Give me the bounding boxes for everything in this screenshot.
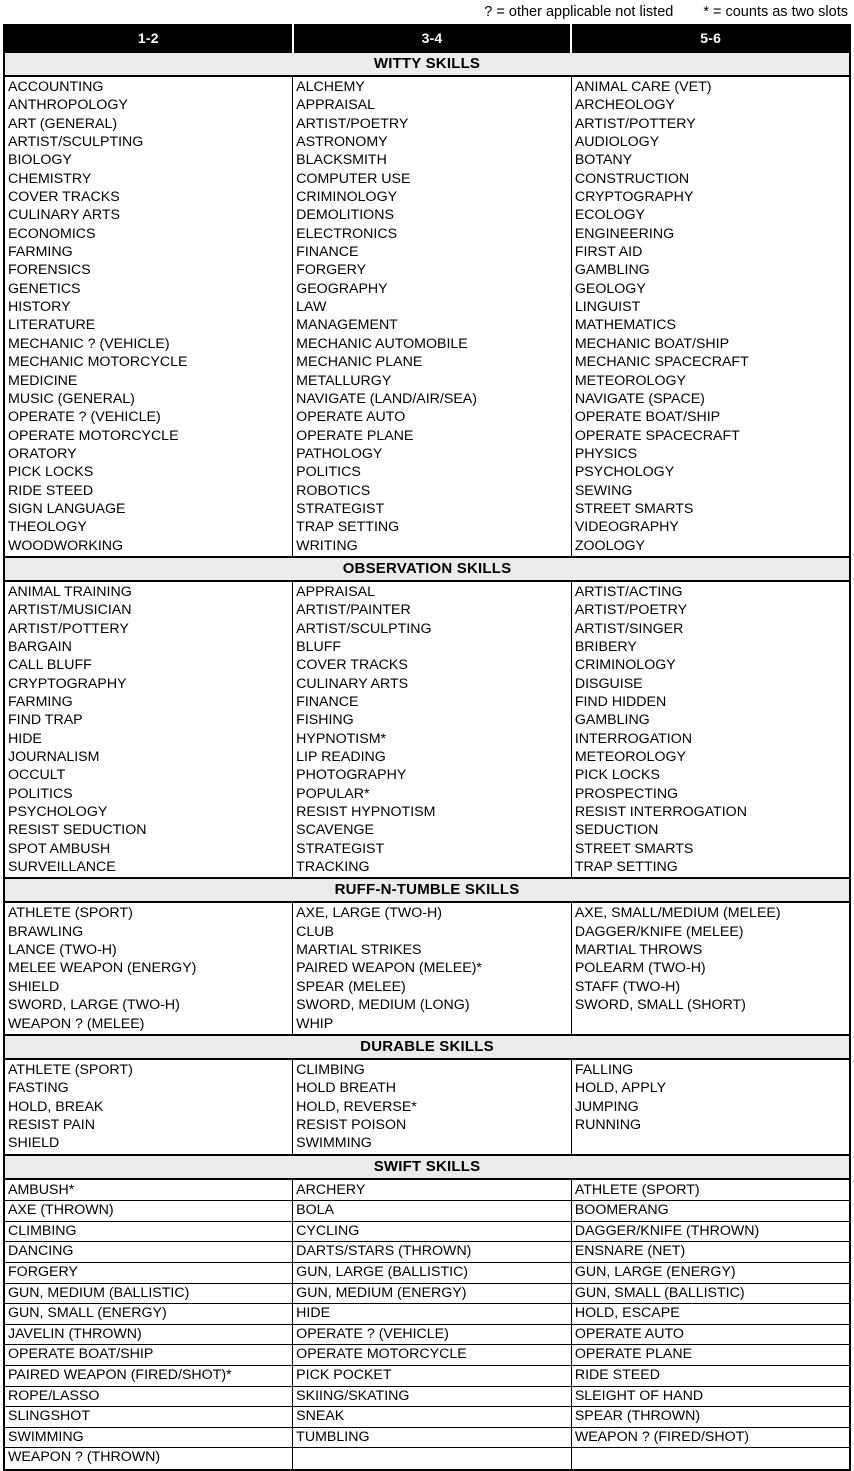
skill-cell: POLITICS [293,463,572,481]
skill-cell: SWORD, MEDIUM (LONG) [293,996,572,1014]
table-row [4,482,850,500]
skill-cell: CRYPTOGRAPHY [574,189,694,206]
section-header-group [4,1155,850,1179]
skill-cell: PHOTOGRAPHY [293,766,572,784]
skill-cell: OPERATE SPACECRAFT [574,427,740,444]
skill-cell: FORGERY [293,261,572,279]
skill-cell: ROBOTICS [293,482,572,500]
skill-cell: GEOLOGY [574,280,646,297]
skill-cell: SHIELD [4,1134,293,1154]
skill-cell: FASTING [4,1079,293,1097]
skill-cell: AUDIOLOGY [574,134,660,151]
skill-cell: METALLURGY [293,372,572,390]
table-row [4,959,850,977]
skill-cell: LITERATURE [4,316,293,334]
table-row [4,76,850,96]
skill-cell: OCCULT [4,766,293,784]
skill-cell: INTERROGATION [574,730,693,747]
skill-cell: GUN, SMALL (BALLISTIC) [571,1283,850,1304]
table-row [4,620,850,638]
skill-cell: SNEAK [293,1407,572,1428]
skill-cell: ARTIST/ACTING [574,583,683,600]
skill-cell: ATHLETE (SPORT) [4,1059,293,1079]
skill-cell: CLUB [293,923,572,941]
skill-cell: COVER TRACKS [4,188,293,206]
skill-cell: SLEIGHT OF HAND [571,1386,850,1407]
skill-cell: MARTIAL THROWS [574,942,703,959]
skill-cell: ROPE/LASSO [4,1386,293,1407]
skill-cell: GENETICS [4,280,293,298]
skill-cell: HIDE [293,1304,572,1325]
skill-cell: SWORD, SMALL (SHORT) [574,997,746,1014]
table-row [4,280,850,298]
skill-cell: BLACKSMITH [293,151,572,169]
skill-cell: FINANCE [293,693,572,711]
table-row [4,978,850,996]
table-row [4,463,850,481]
section-rows-4 [4,1179,850,1470]
skill-cell: ARTIST/MUSICIAN [4,601,293,619]
skill-cell: MECHANIC MOTORCYCLE [4,353,293,371]
skill-cell: CALL BLUFF [4,656,293,674]
skill-cell: DEMOLITIONS [293,206,572,224]
skill-cell: APPRAISAL [293,581,572,601]
skill-cell: SKIING/SKATING [293,1386,572,1407]
skill-cell: MATHEMATICS [574,317,676,334]
skill-cell: HOLD, BREAK [4,1098,293,1116]
table-row [4,711,850,729]
skill-cell: FORENSICS [4,261,293,279]
skill-cell: WEAPON ? (MELEE) [4,1015,293,1035]
skill-cell: HOLD BREATH [293,1079,572,1097]
section-header-group [4,52,850,76]
skill-cell: SPOT AMBUSH [4,840,293,858]
table-row [4,730,850,748]
dice-range-1-2: 1-2 [4,25,293,52]
skill-cell: FISHING [293,711,572,729]
skill-cell: WEAPON ? (FIRED/SHOT) [571,1427,850,1448]
skill-cell: LANCE (TWO-H) [4,941,293,959]
table-row [4,766,850,784]
skill-cell: ORATORY [4,445,293,463]
table-row [4,115,850,133]
skill-cell: ELECTRONICS [293,225,572,243]
skill-cell: NAVIGATE (LAND/AIR/SEA) [293,390,572,408]
skill-cell: SWIMMING [293,1134,572,1154]
skill-cell: BOTANY [574,152,633,169]
legend-question-mark: ? = other applicable not listed [484,3,674,20]
skill-cell: GUN, MEDIUM (ENERGY) [293,1283,572,1304]
skill-cell: TRAP SETTING [293,518,572,536]
skill-cell: RESIST INTERROGATION [574,804,747,821]
skill-cell: ARTIST/POETRY [293,115,572,133]
skill-cell: OPERATE BOAT/SHIP [4,1345,293,1366]
table-row [4,1407,850,1428]
skill-cell: ARCHERY [293,1179,572,1201]
skill-cell: MECHANIC PLANE [293,353,572,371]
table-row [4,1116,850,1134]
skill-cell: MECHANIC SPACECRAFT [574,354,749,371]
table-row [4,1179,850,1201]
skill-cell: SPEAR (MELEE) [293,978,572,996]
table-row [4,693,850,711]
skill-cell: AXE, SMALL/MEDIUM (MELEE) [574,905,781,922]
table-row [4,1283,850,1304]
skill-cell: DARTS/STARS (THROWN) [293,1242,572,1263]
section-rows-2 [4,902,850,1034]
skill-cell: ZOOLOGY [574,537,645,554]
skill-cell: DANCING [4,1242,293,1263]
skill-cell: MARTIAL STRIKES [293,941,572,959]
skill-cell: OPERATE BOAT/SHIP [574,409,721,426]
table-row [4,316,850,334]
table-row [4,372,850,390]
skill-cell: ARTIST/PAINTER [293,601,572,619]
skill-cell: RESIST SEDUCTION [4,821,293,839]
table-row [4,1448,850,1470]
skill-cell: SWORD, LARGE (TWO-H) [4,996,293,1014]
section-rows-3 [4,1059,850,1155]
section-rows-1 [4,581,850,879]
skill-cell: BOOMERANG [571,1201,850,1222]
skill-cell: JAVELIN (THROWN) [4,1324,293,1345]
table-row [4,408,850,426]
skill-cell: ARTIST/SINGER [574,620,684,637]
skill-cell: BRAWLING [4,923,293,941]
table-row [4,1059,850,1079]
skill-cell: ARTIST/SCULPTING [4,133,293,151]
skill-cell: ARTIST/SCULPTING [293,620,572,638]
section-rows-0 [4,76,850,557]
skill-cell: OPERATE PLANE [293,427,572,445]
skill-cell: ACCOUNTING [4,76,293,96]
table-row [4,170,850,188]
table-row [4,151,850,169]
table-row [4,941,850,959]
skill-cell: HIDE [4,730,293,748]
skill-cell: LAW [293,298,572,316]
table-row [4,96,850,114]
skill-cell: COMPUTER USE [293,170,572,188]
skill-cell: PSYCHOLOGY [574,464,675,481]
section-title: SWIFT SKILLS [4,1155,850,1179]
table-row [4,996,850,1014]
skill-cell: ENGINEERING [574,225,675,242]
skill-cell: STAFF (TWO-H) [574,978,681,995]
table-row [4,188,850,206]
skill-cell: TRACKING [293,858,572,878]
skill-cell: GAMBLING [574,262,650,279]
table-row [4,675,850,693]
table-row [4,500,850,518]
skill-cell: LINGUIST [574,299,641,316]
table-row [4,858,850,878]
skill-cell: GAMBLING [574,712,650,729]
skill-cell: FARMING [4,243,293,261]
table-row [4,581,850,601]
skill-cell: BOLA [293,1201,572,1222]
skill-cell: RUNNING [574,1116,642,1133]
skill-cell: METEOROLOGY [574,749,686,766]
skill-cell: TUMBLING [293,1427,572,1448]
table-row [4,261,850,279]
table-row [4,1345,850,1366]
skill-cell: MECHANIC BOAT/SHIP [574,335,730,352]
skill-cell: STRATEGIST [293,500,572,518]
table-row [4,1201,850,1222]
skill-cell: PSYCHOLOGY [4,803,293,821]
table-row [4,902,850,922]
table-row [4,353,850,371]
table-row [4,803,850,821]
section-header-group [4,878,850,902]
skill-cell: METEOROLOGY [574,372,686,389]
skill-cell: BIOLOGY [4,151,293,169]
table-row [4,133,850,151]
table-row [4,785,850,803]
skill-cell: JOURNALISM [4,748,293,766]
skill-cell: FARMING [4,693,293,711]
skill-cell: PAIRED WEAPON (FIRED/SHOT)* [4,1365,293,1386]
skill-cell: ARTIST/POTTERY [574,115,696,132]
dice-range-3-4: 3-4 [293,25,572,52]
skill-cell: OPERATE ? (VEHICLE) [4,408,293,426]
skill-cell: ANIMAL TRAINING [4,581,293,601]
skill-cell: MUSIC (GENERAL) [4,390,293,408]
skill-cell: WHIP [293,1015,572,1035]
table-row [4,390,850,408]
skill-cell: ENSNARE (NET) [571,1242,850,1263]
table-row [4,1242,850,1263]
skill-cell: FALLING [574,1061,634,1078]
table-row [4,1079,850,1097]
skill-cell: ART (GENERAL) [4,115,293,133]
table-row [4,243,850,261]
skill-cell: PHYSICS [574,445,638,462]
skill-cell: POPULAR* [293,785,572,803]
skill-cell: ARTIST/POTTERY [4,620,293,638]
table-row [4,748,850,766]
legend-asterisk: * = counts as two slots [703,3,848,20]
table-row [4,445,850,463]
skill-cell: STREET SMARTS [574,840,694,857]
skill-cell: APPRAISAL [293,96,572,114]
skill-cell: COVER TRACKS [293,656,572,674]
skill-cell: PAIRED WEAPON (MELEE)* [293,959,572,977]
skill-cell: VIDEOGRAPHY [574,519,679,536]
skill-cell: MECHANIC ? (VEHICLE) [4,335,293,353]
table-row [4,1324,850,1345]
table-row [4,206,850,224]
table-row [4,427,850,445]
skill-cell: AXE, LARGE (TWO-H) [293,902,572,922]
table-row [4,601,850,619]
table-row [4,840,850,858]
skill-cell: CONSTRUCTION [574,170,690,187]
skill-cell: LIP READING [293,748,572,766]
skill-cell: HYPNOTISM* [293,730,572,748]
skill-cell: RIDE STEED [571,1365,850,1386]
skill-cell: WOODWORKING [4,537,293,557]
skill-cell: POLITICS [4,785,293,803]
section-header-group [4,557,850,581]
skill-cell: BLUFF [293,638,572,656]
skill-cell: SIGN LANGUAGE [4,500,293,518]
skill-cell: THEOLOGY [4,518,293,536]
skill-cell: WEAPON ? (THROWN) [4,1448,293,1470]
table-row [4,1134,850,1154]
skills-table [3,24,851,1471]
skill-cell: CLIMBING [293,1059,572,1079]
skill-cell: ATHLETE (SPORT) [571,1179,850,1201]
skill-cell: MECHANIC AUTOMOBILE [293,335,572,353]
skill-cell: SCAVENGE [293,821,572,839]
skill-cell: DISGUISE [574,675,643,692]
skill-cell: CRIMINOLOGY [293,188,572,206]
skill-cell: SHIELD [4,978,293,996]
table-row [4,335,850,353]
table-row [4,638,850,656]
skill-cell: RESIST HYPNOTISM [293,803,572,821]
skill-cell: ANTHROPOLOGY [4,96,293,114]
skill-cell: RIDE STEED [4,482,293,500]
skill-cell: CYCLING [293,1221,572,1242]
skill-cell: BRIBERY [574,638,637,655]
table-row [4,656,850,674]
skill-cell: ARCHEOLOGY [574,97,675,114]
skill-cell: OPERATE AUTO [293,408,572,426]
skill-cell: ECONOMICS [4,225,293,243]
table-row [4,1098,850,1116]
skill-cell: OPERATE MOTORCYCLE [4,427,293,445]
section-title: DURABLE SKILLS [4,1035,850,1059]
skill-cell: ASTRONOMY [293,133,572,151]
skill-cell: AMBUSH* [4,1179,293,1201]
table-row [4,518,850,536]
table-row [4,1304,850,1325]
skill-cell: ECOLOGY [574,207,645,224]
skill-cell: FIND HIDDEN [574,694,667,710]
skill-cell: CLIMBING [4,1221,293,1242]
skill-cell: BARGAIN [4,638,293,656]
skill-cell: FINANCE [293,243,572,261]
table-row [4,225,850,243]
skill-cell: TRAP SETTING [574,859,678,876]
skill-cell: AXE (THROWN) [4,1201,293,1222]
table-row [4,1365,850,1386]
skill-cell: FIRST AID [574,244,643,261]
skill-cell: DAGGER/KNIFE (THROWN) [571,1221,850,1242]
skill-cell: ATHLETE (SPORT) [4,902,293,922]
skill-cell: ARTIST/POETRY [574,602,688,619]
skill-cell: SEWING [574,482,633,499]
skill-cell: OPERATE ? (VEHICLE) [293,1324,572,1345]
skill-cell: SWIMMING [4,1427,293,1448]
skill-cell: CRYPTOGRAPHY [4,675,293,693]
skill-cell: PROSPECTING [574,785,679,802]
skill-cell: GUN, SMALL (ENERGY) [4,1304,293,1325]
section-header-group [4,1035,850,1059]
skill-cell: PICK LOCKS [4,463,293,481]
skill-cell: FIND TRAP [4,711,293,729]
skill-cell: POLEARM (TWO-H) [574,960,706,977]
skill-cell: GUN, MEDIUM (BALLISTIC) [4,1283,293,1304]
skill-cell: OPERATE MOTORCYCLE [293,1345,572,1366]
section-title: OBSERVATION SKILLS [4,557,850,581]
skill-cell: HOLD, REVERSE* [293,1098,572,1116]
skill-cell: SLINGSHOT [4,1407,293,1428]
skill-cell: CRIMINOLOGY [574,657,676,674]
skill-cell: JUMPING [574,1098,639,1115]
skill-cell: ANIMAL CARE (VET) [574,79,712,95]
skill-cell: HISTORY [4,298,293,316]
skill-cell: MEDICINE [4,372,293,390]
table-row [4,1427,850,1448]
skill-cell: CULINARY ARTS [4,206,293,224]
skill-cell: SPEAR (THROWN) [571,1407,850,1428]
skill-cell: FORGERY [4,1262,293,1283]
skill-cell: CHEMISTRY [4,170,293,188]
skill-cell: NAVIGATE (SPACE) [574,390,705,407]
table-row [4,1221,850,1242]
table-row [4,1386,850,1407]
skill-cell: GUN, LARGE (BALLISTIC) [293,1262,572,1283]
skill-cell: WRITING [293,537,572,557]
skill-cell: ALCHEMY [293,76,572,96]
skill-cell: MELEE WEAPON (ENERGY) [4,959,293,977]
skill-cell: RESIST POISON [293,1116,572,1134]
skill-cell: HOLD, APPLY [574,1080,667,1097]
section-title: WITTY SKILLS [4,52,850,76]
skill-cell: OPERATE AUTO [571,1324,850,1345]
skill-cell: GUN, LARGE (ENERGY) [571,1262,850,1283]
table-row [4,537,850,557]
skill-cell: PICK LOCKS [574,767,660,784]
table-row [4,298,850,316]
table-row [4,821,850,839]
skill-cell: STREET SMARTS [574,500,694,517]
dice-column-header [4,25,850,52]
skill-cell: RESIST PAIN [4,1116,293,1134]
skill-cell: PICK POCKET [293,1365,572,1386]
skill-cell: SEDUCTION [574,822,659,839]
table-row [4,1015,850,1035]
skill-cell: CULINARY ARTS [293,675,572,693]
table-row [4,1262,850,1283]
skill-cell: PATHOLOGY [293,445,572,463]
skill-cell: HOLD, ESCAPE [571,1304,850,1325]
skill-cell: GEOGRAPHY [293,280,572,298]
skill-cell: MANAGEMENT [293,316,572,334]
dice-range-5-6: 5-6 [571,25,850,52]
legend-bar [0,0,854,24]
table-row [4,923,850,941]
section-title: RUFF-N-TUMBLE SKILLS [4,878,850,902]
skill-cell: SURVEILLANCE [4,858,293,878]
skill-cell: DAGGER/KNIFE (MELEE) [574,923,744,940]
skill-cell: STRATEGIST [293,840,572,858]
skill-cell: OPERATE PLANE [571,1345,850,1366]
